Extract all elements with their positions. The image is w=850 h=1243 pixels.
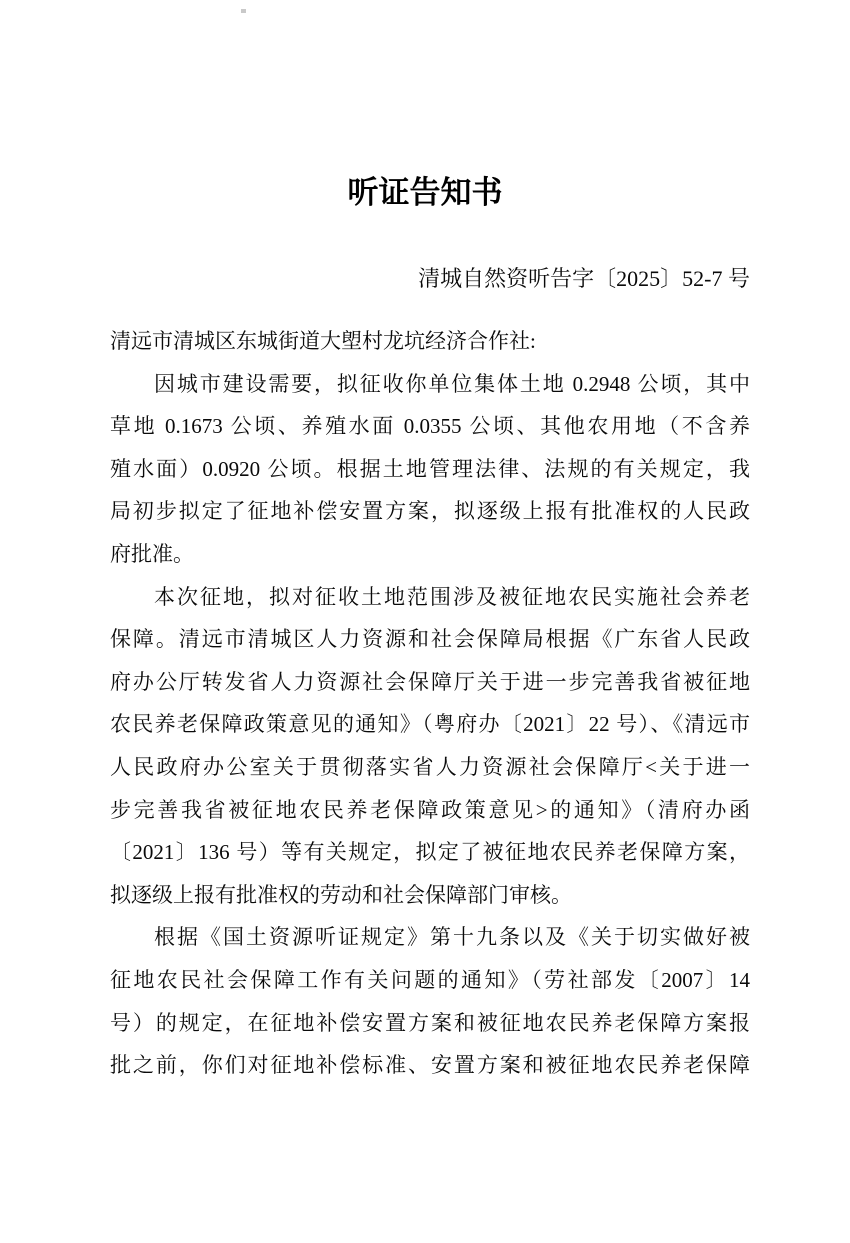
addressee-line: 清远市清城区东城街道大塱村龙坑经济合作社: xyxy=(110,329,536,353)
scan-artifact-speck xyxy=(241,9,246,13)
body-line: 征地农民社会保障工作有关问题的通知》（劳社部发〔2007〕14 xyxy=(110,967,750,992)
body-line: 步完善我省被征地农民养老保障政策意见>的通知》（清府办函 xyxy=(110,797,750,822)
body-line: 本次征地，拟对征收土地范围涉及被征地农民实施社会养老 xyxy=(154,584,750,609)
body-line: 府办公厅转发省人力资源社会保障厅关于进一步完善我省被征地 xyxy=(110,669,750,694)
document-title: 听证告知书 xyxy=(347,175,503,210)
body-line: 拟逐级上报有批准权的劳动和社会保障部门审核。 xyxy=(110,882,572,907)
body-line: 保障。清远市清城区人力资源和社会保障局根据《广东省人民政 xyxy=(110,627,750,652)
body-line: 草地 0.1673 公顷、养殖水面 0.0355 公顷、其他农用地（不含养 xyxy=(110,414,750,439)
body-line: 因城市建设需要，拟征收你单位集体土地 0.2948 公顷，其中 xyxy=(154,371,750,396)
body-line: 局初步拟定了征地补偿安置方案，拟逐级上报有批准权的人民政 xyxy=(110,499,750,524)
body-line: 殖水面）0.0920 公顷。根据土地管理法律、法规的有关规定，我 xyxy=(110,456,750,481)
document-body xyxy=(110,320,750,1087)
body-line: 号）的规定，在征地补偿安置方案和被征地农民养老保障方案报 xyxy=(110,1010,750,1035)
body-line: 批之前，你们对征地补偿标准、安置方案和被征地农民养老保障 xyxy=(110,1053,750,1078)
body-line: 〔2021〕136 号）等有关规定，拟定了被征地农民养老保障方案， xyxy=(110,840,750,865)
body-line: 根据《国土资源听证规定》第十九条以及《关于切实做好被 xyxy=(154,925,750,950)
body-line: 农民养老保障政策意见的通知》（粤府办〔2021〕22 号）、《清远市 xyxy=(110,712,750,737)
body-line: 府批准。 xyxy=(110,541,194,566)
document-number: 清城自然资听告字〔2025〕52-7 号 xyxy=(418,266,750,291)
body-line: 人民政府办公室关于贯彻落实省人力资源社会保障厅<关于进一 xyxy=(110,754,750,779)
